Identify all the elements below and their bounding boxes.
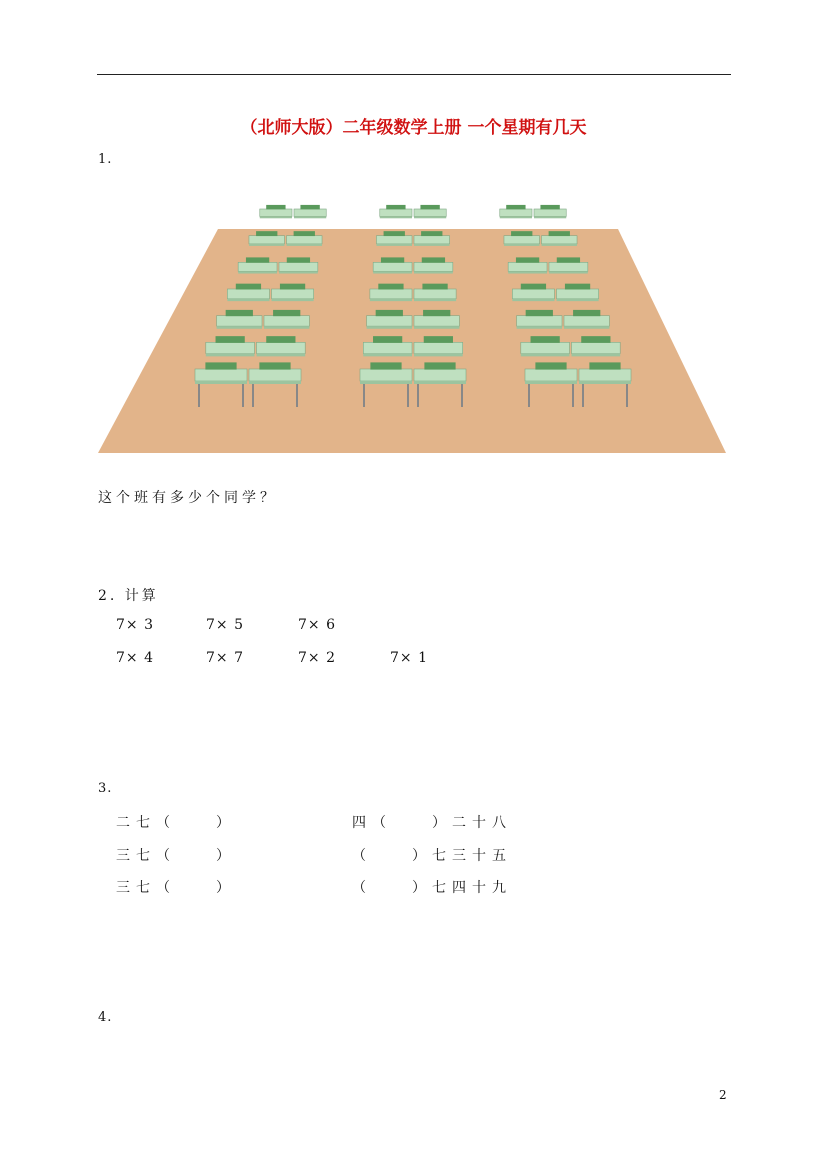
desk-chair xyxy=(549,231,570,236)
desk-front xyxy=(257,354,306,357)
desk-chair xyxy=(565,284,590,290)
question-3-number: 3. xyxy=(98,781,113,796)
desk-leg xyxy=(363,381,365,407)
desk-front xyxy=(549,271,588,273)
desk-leg xyxy=(252,381,254,407)
calc-7x6: 7× 6 xyxy=(298,617,336,633)
desk-chair xyxy=(378,284,403,290)
desk-chair xyxy=(422,257,445,262)
desk-front xyxy=(238,271,277,273)
desk-front xyxy=(272,299,314,301)
desk-chair xyxy=(376,310,403,316)
desk-front xyxy=(414,271,453,273)
desk-top xyxy=(363,342,412,353)
desk-top xyxy=(272,289,314,299)
desk-top xyxy=(227,289,269,299)
desk-leg xyxy=(626,381,628,407)
desk-top xyxy=(572,342,621,353)
calc-7x4: 7× 4 xyxy=(116,650,154,666)
desk-front xyxy=(360,381,412,384)
desk-leg xyxy=(242,381,244,407)
desk-leg xyxy=(582,381,584,407)
desk-leg xyxy=(407,381,409,407)
desk-top xyxy=(414,342,463,353)
desk-front xyxy=(217,326,262,329)
desk-top xyxy=(376,236,412,244)
desk-chair xyxy=(589,362,620,369)
rhyme-left-3: 三七（ ） xyxy=(116,880,236,896)
desk-front xyxy=(294,216,326,218)
desk-top xyxy=(217,316,262,326)
desk-chair xyxy=(423,310,450,316)
desk-top xyxy=(512,289,554,299)
desk-leg xyxy=(417,381,419,407)
desk-chair xyxy=(381,257,404,262)
desk-front xyxy=(525,381,577,384)
desk-front xyxy=(373,271,412,273)
desk-front xyxy=(504,244,540,246)
desk-top xyxy=(414,289,456,299)
desk-front xyxy=(534,216,566,218)
question-1-number: 1. xyxy=(98,152,113,167)
calc-7x3: 7× 3 xyxy=(116,617,154,633)
desk-top xyxy=(517,316,562,326)
desk-chair xyxy=(370,362,401,369)
desk-top xyxy=(557,289,599,299)
desk-chair xyxy=(287,257,310,262)
desk-top xyxy=(521,342,570,353)
desk-chair xyxy=(573,310,600,316)
desk-top xyxy=(264,316,309,326)
desk-chair xyxy=(535,362,566,369)
desk-top xyxy=(542,236,578,244)
desk-top xyxy=(370,289,412,299)
desk-top xyxy=(257,342,306,353)
desk-front xyxy=(508,271,547,273)
desk-top xyxy=(414,316,459,326)
page-title: （北师大版）二年级数学上册 一个星期有几天 xyxy=(240,118,587,138)
rhyme-right-2: （ ）七三十五 xyxy=(352,848,512,864)
desk-front xyxy=(512,299,554,301)
question-2-heading: 2. 计算 xyxy=(98,588,159,604)
question-4-number: 4. xyxy=(98,1010,113,1025)
desk-front xyxy=(414,354,463,357)
desk-top xyxy=(260,209,292,216)
desk-chair xyxy=(424,336,453,343)
classroom-desks-image xyxy=(98,187,728,457)
desk-leg xyxy=(461,381,463,407)
desk-top xyxy=(279,262,318,271)
desk-top xyxy=(414,209,446,216)
desk-top xyxy=(360,369,412,381)
desk-chair xyxy=(581,336,610,343)
desk-front xyxy=(287,244,323,246)
desk-top xyxy=(549,262,588,271)
desk-front xyxy=(370,299,412,301)
desk-front xyxy=(367,326,412,329)
desk-front xyxy=(380,216,412,218)
desk-chair xyxy=(531,336,560,343)
desk-top xyxy=(579,369,631,381)
desk-top xyxy=(564,316,609,326)
desk-top xyxy=(414,369,466,381)
page-number: 2 xyxy=(719,1088,727,1102)
desk-front xyxy=(542,244,578,246)
desk-chair xyxy=(424,362,455,369)
header-rule xyxy=(97,74,731,75)
desk-chair xyxy=(236,284,261,290)
desk-front xyxy=(579,381,631,384)
rhyme-right-1: 四（ ）二十八 xyxy=(352,815,512,831)
desk-top xyxy=(504,236,540,244)
desk-front xyxy=(363,354,412,357)
calc-7x5: 7× 5 xyxy=(206,617,244,633)
desk-leg xyxy=(528,381,530,407)
desk-chair xyxy=(294,231,315,236)
desk-chair xyxy=(506,205,525,209)
desk-front xyxy=(206,354,255,357)
desk-top xyxy=(534,209,566,216)
desk-chair xyxy=(521,284,546,290)
desk-front xyxy=(414,216,446,218)
desk-chair xyxy=(526,310,553,316)
calc-7x2: 7× 2 xyxy=(298,650,336,666)
rhyme-left-2: 三七（ ） xyxy=(116,848,236,864)
desk-chair xyxy=(557,257,580,262)
desk-front xyxy=(557,299,599,301)
calc-7x7: 7× 7 xyxy=(206,650,244,666)
desk-front xyxy=(521,354,570,357)
desk-leg xyxy=(198,381,200,407)
desk-front xyxy=(227,299,269,301)
desk-chair xyxy=(516,257,539,262)
desk-top xyxy=(380,209,412,216)
rhyme-left-1: 二七（ ） xyxy=(116,815,236,831)
desk-chair xyxy=(205,362,236,369)
desk-chair xyxy=(256,231,277,236)
desk-top xyxy=(249,236,285,244)
desk-top xyxy=(206,342,255,353)
desk-top xyxy=(238,262,277,271)
desk-top xyxy=(294,209,326,216)
desk-front xyxy=(414,299,456,301)
desk-chair xyxy=(422,284,447,290)
desk-front xyxy=(414,326,459,329)
desk-top xyxy=(195,369,247,381)
desk-chair xyxy=(266,336,295,343)
desk-front xyxy=(249,244,285,246)
desk-chair xyxy=(280,284,305,290)
desk-chair xyxy=(420,205,439,209)
desk-front xyxy=(564,326,609,329)
desk-top xyxy=(414,236,450,244)
desk-front xyxy=(249,381,301,384)
desk-top xyxy=(414,262,453,271)
desk-chair xyxy=(300,205,319,209)
desk-chair xyxy=(216,336,245,343)
desk-front xyxy=(500,216,532,218)
desk-chair xyxy=(384,231,405,236)
desk-chair xyxy=(246,257,269,262)
desk-chair xyxy=(273,310,300,316)
desk-chair xyxy=(386,205,405,209)
desk-chair xyxy=(259,362,290,369)
rhyme-right-3: （ ）七四十九 xyxy=(352,880,512,896)
desk-front xyxy=(279,271,318,273)
desk-front xyxy=(414,244,450,246)
desk-leg xyxy=(572,381,574,407)
desk-front xyxy=(264,326,309,329)
desk-front xyxy=(376,244,412,246)
desk-top xyxy=(249,369,301,381)
desk-chair xyxy=(226,310,253,316)
desk-front xyxy=(195,381,247,384)
desk-chair xyxy=(421,231,442,236)
desk-top xyxy=(525,369,577,381)
desk-leg xyxy=(296,381,298,407)
desk-front xyxy=(572,354,621,357)
desk-chair xyxy=(540,205,559,209)
desk-chair xyxy=(373,336,402,343)
question-1-text: 这个班有多少个同学？ xyxy=(98,490,278,506)
desk-chair xyxy=(511,231,532,236)
desk-chair xyxy=(266,205,285,209)
desk-top xyxy=(373,262,412,271)
desk-front xyxy=(517,326,562,329)
desk-top xyxy=(367,316,412,326)
desk-top xyxy=(287,236,323,244)
desk-front xyxy=(414,381,466,384)
desk-top xyxy=(500,209,532,216)
desk-front xyxy=(260,216,292,218)
desk-top xyxy=(508,262,547,271)
calc-7x1: 7× 1 xyxy=(390,650,428,666)
